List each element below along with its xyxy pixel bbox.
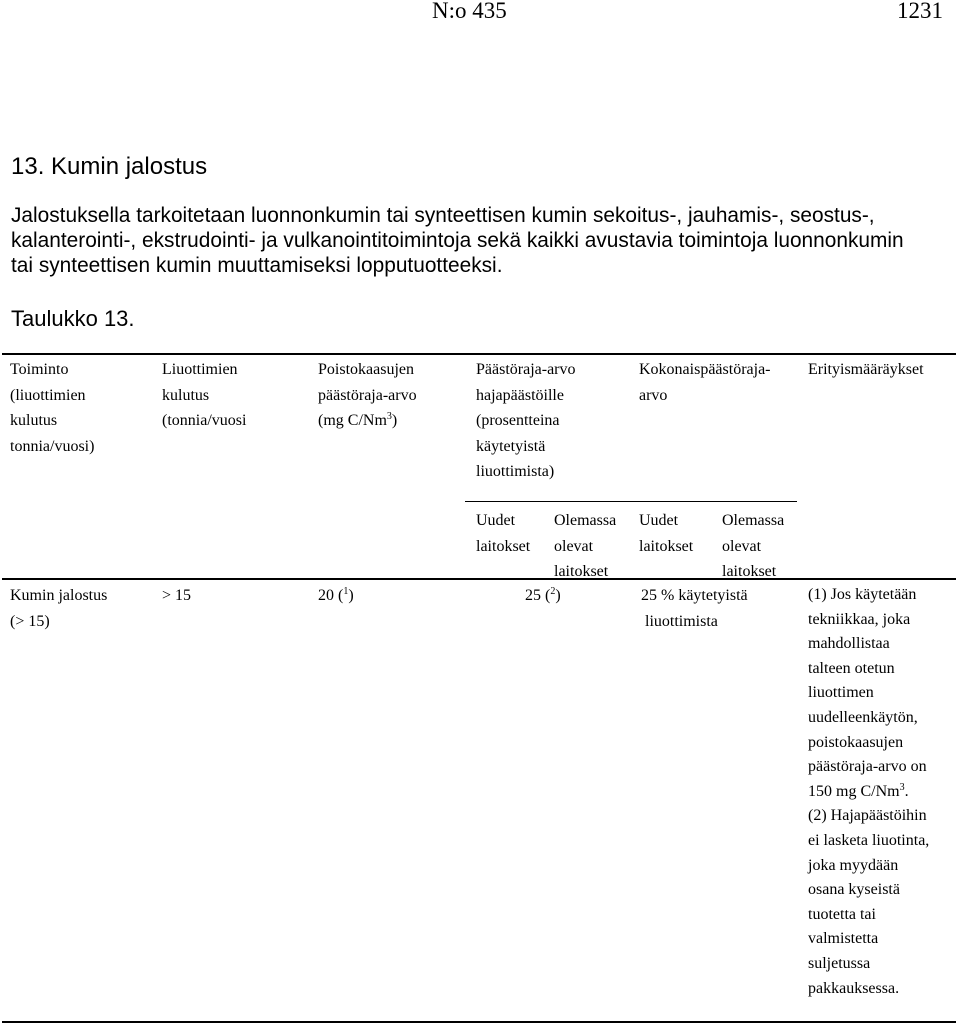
header-fugitive-limit bbox=[476, 357, 576, 485]
row-fugitive-limit bbox=[525, 583, 561, 609]
footnote-ref: 2 bbox=[550, 586, 556, 597]
subheader-fugitive-new bbox=[476, 508, 530, 559]
special-line: pakkauksessa. bbox=[808, 979, 900, 997]
subheader-total-existing bbox=[722, 508, 784, 585]
table-caption: Taulukko 13. bbox=[11, 306, 135, 331]
row-threshold: > 15 bbox=[162, 587, 192, 604]
special-line: talteen otetun bbox=[808, 659, 895, 677]
header-consumption-line: kulutus bbox=[162, 386, 210, 404]
row-total-limit bbox=[641, 583, 748, 634]
row-special-provisions bbox=[808, 583, 929, 1001]
emission-value: 20 ( bbox=[318, 587, 344, 604]
subheader-line: laitokset bbox=[554, 563, 609, 580]
unit-superscript: 3 bbox=[386, 411, 392, 422]
subheader-line: laitokset bbox=[476, 537, 531, 555]
subheader-line: Olemassa bbox=[722, 512, 785, 529]
header-activity bbox=[10, 357, 94, 459]
subheader-total-new bbox=[639, 508, 693, 559]
header-waste-gas-unit bbox=[318, 408, 417, 434]
unit-text: (mg C/Nm bbox=[318, 412, 387, 429]
fugitive-close: ) bbox=[555, 587, 561, 604]
unit-period: . bbox=[904, 782, 909, 800]
row-rule bbox=[2, 578, 956, 580]
special-line: suljetussa bbox=[808, 954, 871, 972]
header-activity-line: Toiminto bbox=[10, 361, 69, 378]
subheader-rule bbox=[465, 501, 797, 502]
footnote-ref: 1 bbox=[343, 586, 349, 597]
header-activity-line: tonnia/vuosi) bbox=[10, 437, 95, 455]
row-activity-line: Kumin jalostus bbox=[10, 587, 108, 604]
special-line: liuottimen bbox=[808, 684, 874, 702]
row-emission-limit bbox=[318, 583, 354, 609]
special-line: tuotetta tai bbox=[808, 905, 876, 923]
special-line: joka myydään bbox=[808, 856, 899, 874]
special-unit-line bbox=[808, 780, 929, 805]
header-special-line: Erityismääräykset bbox=[808, 361, 924, 378]
header-total-line: arvo bbox=[639, 386, 668, 404]
special-line: uudelleenkäytön, bbox=[808, 708, 918, 726]
header-solvent-consumption bbox=[162, 357, 246, 434]
header-special-provisions bbox=[808, 357, 924, 383]
header-activity-line: kulutus bbox=[10, 412, 58, 429]
subheader-line: Olemassa bbox=[554, 512, 617, 529]
header-waste-gas-limit bbox=[318, 357, 417, 434]
header-consumption-line: Liuottimien bbox=[162, 361, 238, 378]
special-line: ei lasketa liuotinta, bbox=[808, 831, 930, 849]
subheader-line: Uudet bbox=[639, 512, 679, 529]
emission-close: ) bbox=[348, 587, 354, 604]
special-line: päästöraja-arvo on bbox=[808, 758, 927, 776]
header-total-limit bbox=[639, 357, 771, 408]
table-top-rule bbox=[2, 353, 956, 355]
special-line: (1) Jos käytetään bbox=[808, 586, 917, 603]
special-line: poistokaasujen bbox=[808, 733, 904, 751]
subheader-line: laitokset bbox=[639, 537, 694, 555]
row-activity bbox=[10, 583, 107, 634]
special-line: mahdollistaa bbox=[808, 635, 890, 653]
header-activity-line: (liuottimien bbox=[10, 386, 86, 404]
special-line: tekniikkaa, joka bbox=[808, 610, 911, 628]
page-number: 1231 bbox=[897, 0, 943, 23]
header-fugitive-line: käytetyistä bbox=[476, 437, 546, 455]
intro-paragraph: Jalostuksella tarkoitetaan luonnonkumin tai synteettisen kumin sekoitus-, jauhamis-, seostus-, kalanterointi-, ekstrudointi- ja vulkanointitoimintoja sekä kaikki avustavia toimintoja luonnonkumin tai synteettisen kumin muuttamiseksi lopputuotteeksi. bbox=[11, 203, 904, 277]
table-bottom-rule bbox=[2, 1021, 956, 1023]
row-activity-line: (> 15) bbox=[10, 612, 50, 630]
subheader-line: laitokset bbox=[722, 563, 777, 580]
header-waste-gas-line: päästöraja-arvo bbox=[318, 386, 417, 404]
header-fugitive-line: hajapäästöille bbox=[476, 386, 564, 404]
header-fugitive-line: liuottimista) bbox=[476, 463, 555, 480]
fugitive-value: 25 ( bbox=[525, 587, 551, 604]
unit-close: ) bbox=[391, 412, 398, 429]
total-limit-line: liuottimista bbox=[645, 612, 718, 630]
header-consumption-line: (tonnia/vuosi bbox=[162, 412, 247, 429]
subheader-fugitive-existing bbox=[554, 508, 616, 585]
header-fugitive-line: Päästöraja-arvo bbox=[476, 361, 576, 378]
header-fugitive-line: (prosentteina bbox=[476, 412, 560, 429]
subheader-line: olevat bbox=[554, 537, 594, 555]
special-line: osana kyseistä bbox=[808, 881, 900, 899]
header-total-line: Kokonaispäästöraja- bbox=[639, 361, 771, 378]
subheader-line: olevat bbox=[722, 537, 762, 555]
subheader-line: Uudet bbox=[476, 512, 516, 529]
special-line: (2) Hajapäästöihin bbox=[808, 807, 927, 825]
unit-superscript: 3 bbox=[899, 781, 905, 793]
section-heading: 13. Kumin jalostus bbox=[11, 153, 208, 180]
page-prefix: N:o 435 bbox=[432, 0, 507, 23]
special-line: valmistetta bbox=[808, 930, 879, 948]
total-limit-line: 25 % käytetyistä bbox=[641, 587, 748, 604]
header-waste-gas-line: Poistokaasujen bbox=[318, 361, 414, 378]
unit-text: 150 mg C/Nm bbox=[808, 782, 900, 800]
